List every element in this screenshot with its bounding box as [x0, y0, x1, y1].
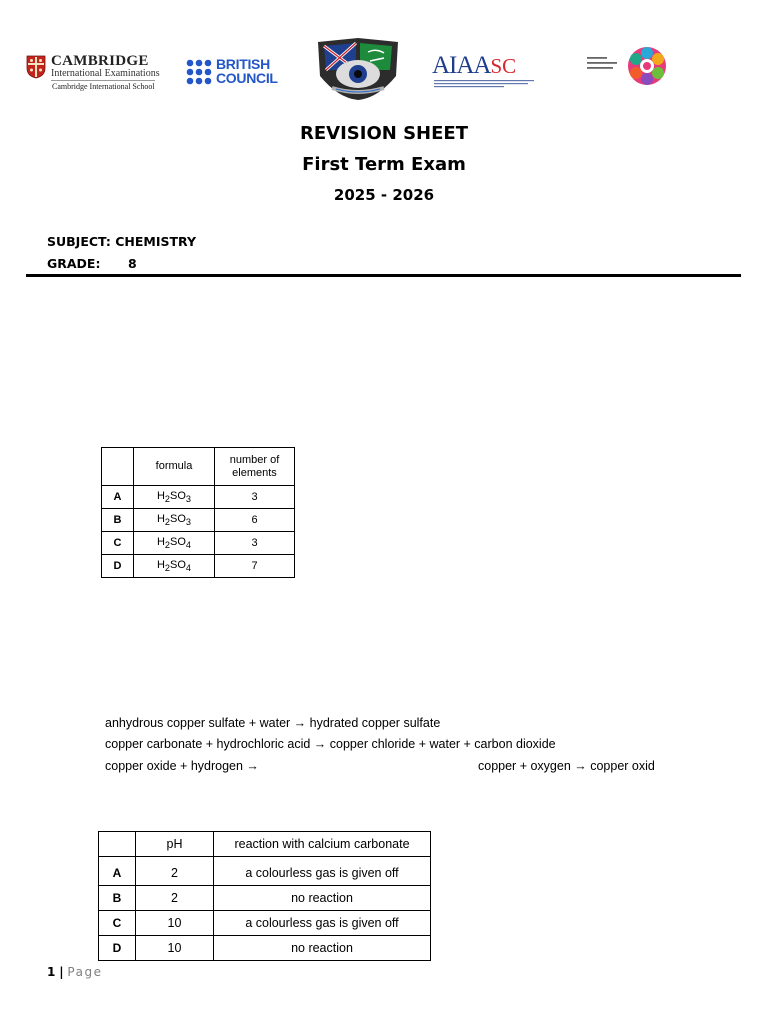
equation-line: anhydrous copper sulfate + water → hydrated copper sulfate: [105, 716, 441, 730]
table-row: [99, 911, 431, 936]
aiaasc-fine-print-icon: [433, 79, 537, 88]
table-header-cell: [102, 448, 134, 486]
option-label: D: [99, 936, 136, 961]
ph-cell: 10: [136, 911, 214, 936]
cambridge-subtitle: International Examinations: [51, 68, 160, 79]
academic-year: 2025 - 2026: [333, 186, 435, 204]
formula-cell: $H_2SO_3$: [134, 486, 215, 509]
option-label: D: [102, 555, 134, 578]
table-header-row: [99, 832, 431, 857]
oxford-curriculum-logo: [587, 45, 677, 87]
table-row: [102, 532, 295, 555]
aiaasc-letters: AIAA: [432, 52, 491, 79]
aiaasc-mark: [432, 52, 516, 80]
aiaasc-logo: [432, 52, 542, 92]
table-header-row: [102, 448, 295, 486]
ph-reaction-table: [98, 831, 431, 961]
grade-label: GRADE:: [47, 256, 101, 271]
table-row: [99, 857, 431, 886]
ph-cell: 2: [136, 857, 214, 886]
table-header-cell: [99, 832, 136, 857]
ph-cell: 2: [136, 886, 214, 911]
oxford-flower-icon: [627, 45, 667, 87]
option-label: C: [102, 532, 134, 555]
option-label: A: [99, 857, 136, 886]
british-council-line2: COUNCIL: [216, 70, 278, 86]
oxford-wordmark-icon: [587, 56, 621, 74]
element-count-cell: 3: [215, 486, 295, 509]
cambridge-shield-icon: [26, 55, 46, 79]
option-label: C: [99, 911, 136, 936]
table-header-cell: number of elements: [215, 448, 295, 486]
table-header-cell: formula: [134, 448, 215, 486]
reaction-cell: no reaction: [214, 936, 431, 961]
reaction-cell: a colourless gas is given off: [214, 911, 431, 936]
table-row: [99, 886, 431, 911]
subject-label: SUBJECT: CHEMISTRY: [47, 234, 197, 249]
page-footer: [47, 965, 102, 979]
page-title: REVISION SHEET: [300, 123, 468, 144]
british-council-line1: BRITISH: [216, 56, 270, 72]
table-row: [102, 486, 295, 509]
cambridge-logo: [26, 53, 161, 93]
reaction-cell: a colourless gas is given off: [214, 857, 431, 886]
british-council-logo: [186, 57, 281, 91]
formula-cell: $H_2SO_4$: [134, 532, 215, 555]
equation-line: copper oxide + hydrogen →: [105, 759, 259, 773]
reaction-cell: no reaction: [214, 886, 431, 911]
exam-name: First Term Exam: [302, 154, 466, 175]
table-row: [102, 555, 295, 578]
ph-cell: 10: [136, 936, 214, 961]
page-word: Page: [67, 965, 103, 979]
cambridge-name: CAMBRIDGE: [51, 53, 149, 69]
formula-cell: $H_2SO_3$: [134, 509, 215, 532]
option-label: B: [99, 886, 136, 911]
element-count-cell: 3: [215, 532, 295, 555]
footer-separator: |: [59, 965, 64, 979]
table-row: [102, 509, 295, 532]
aiaasc-suffix: SC: [490, 54, 517, 78]
equation-line: copper carbonate + hydrochloric acid → copper chloride + water + carbon dioxide: [105, 737, 556, 751]
option-label: A: [102, 486, 134, 509]
table-header-cell: reaction with calcium carbonate: [214, 832, 431, 857]
grade-value: 8: [128, 256, 137, 271]
table-row: [99, 936, 431, 961]
equation-line: copper + oxygen → copper oxid: [478, 759, 655, 773]
formula-table: [101, 447, 295, 578]
page-number: 1: [47, 965, 56, 979]
option-label: B: [102, 509, 134, 532]
table-header-cell: pH: [136, 832, 214, 857]
header-divider: [26, 274, 741, 277]
cambridge-school-name: Cambridge International School: [52, 82, 155, 91]
cambridge-divider: [51, 80, 155, 81]
formula-cell: $H_2SO_4$: [134, 555, 215, 578]
school-crest-icon: [316, 36, 400, 102]
british-council-wordmark: [216, 57, 278, 85]
grade-line: [47, 256, 137, 271]
element-count-cell: 7: [215, 555, 295, 578]
element-count-cell: 6: [215, 509, 295, 532]
british-council-dots-icon: [186, 59, 212, 85]
